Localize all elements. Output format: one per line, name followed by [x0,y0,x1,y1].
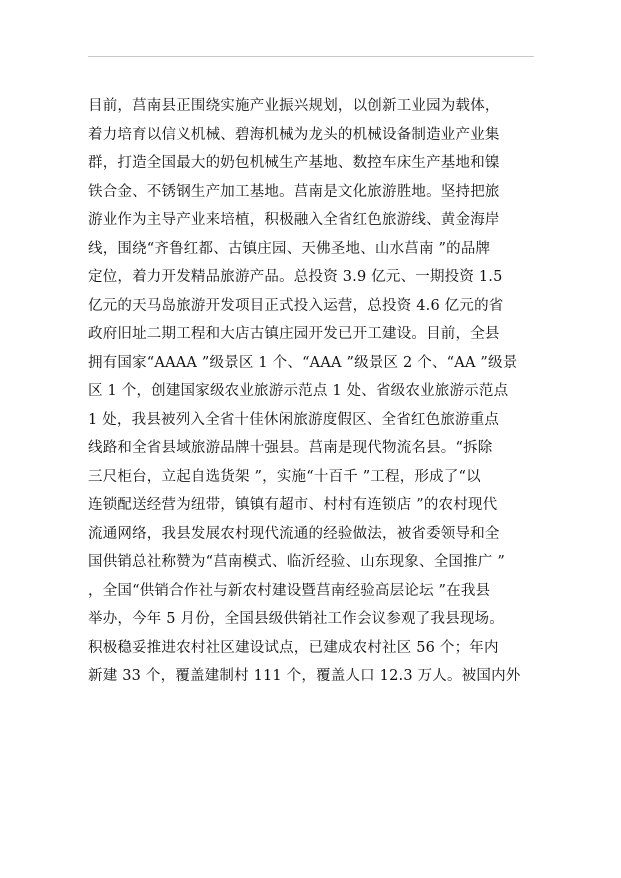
text-line: 积极稳妥推进农村社区建设试点，已建成农村社区 56 个；年内 [88,639,499,656]
text-line: 流通网络，我县发展农村现代流通的经验做法，被省委领导和全 [88,525,500,542]
text-line: 政府旧址二期工程和大店古镇庄园开发已开工建设。目前，全县 [88,326,500,342]
text-line: 目前，莒南县正围绕实施产业振兴规划，以创新工业园为载体， [88,98,500,114]
text-line: 举办，今年 5 月份，全国县级供销社工作会议参观了我县现场。 [88,611,504,627]
text-line: 线，围绕“齐鲁红都、古镇庄园、天佛圣地、山水莒南 ”的品牌 [88,240,491,257]
text-line: 铁合金、不锈钢生产加工基地。莒南是文化旅游胜地。坚持把旅 [88,183,500,200]
text-line: 游业作为主导产业来培植，积极融入全省红色旅游线、黄金海岸 [88,212,500,228]
text-line: 区 1 个，创建国家级农业旅游示范点 1 处、省级农业旅游示范点 [88,383,509,399]
text-line: 1 处，我县被列入全省十佳休闲旅游度假区、全省红色旅游重点 [88,411,500,428]
text-line: 线路和全省县域旅游品牌十强县。莒南是现代物流名县。“拆除 [88,440,493,456]
text-line: 国供销总社称赞为“莒南模式、临沂经验、山东现象、全国推广 ” [88,554,505,570]
body-paragraph [88,92,538,691]
text-line: 新建 33 个，覆盖建制村 111 个，覆盖人口 12.3 万人。被国内外 [88,668,521,684]
text-line: 连锁配送经营为纽带，镇镇有超市、村村有连锁店 ”的农村现代 [88,497,498,513]
text-line: 拥有国家“AAAA ”级景区 1 个、“AAA ”级景区 2 个、“AA ”级景 [88,354,518,371]
text-line: 着力培育以信义机械、碧海机械为龙头的机械设备制造业产业集 [88,126,500,143]
text-line: 群，打造全国最大的奶包机械生产基地、数控车床生产基地和镍 [88,155,500,171]
text-line: 三尺柜台，立起自选货架 ”，实施“十百千 ”工程，形成了“以 [88,468,481,485]
text-line: 亿元的天马岛旅游开发项目正式投入运营，总投资 4.6 亿元的省 [88,297,504,314]
text-line: 定位，着力开发精品旅游产品。总投资 3.9 亿元、一期投资 1.5 [88,269,503,285]
header-divider [88,56,534,57]
text-line: ，全国“供销合作社与新农村建设暨莒南经验高层论坛 ”在我县 [88,582,491,599]
